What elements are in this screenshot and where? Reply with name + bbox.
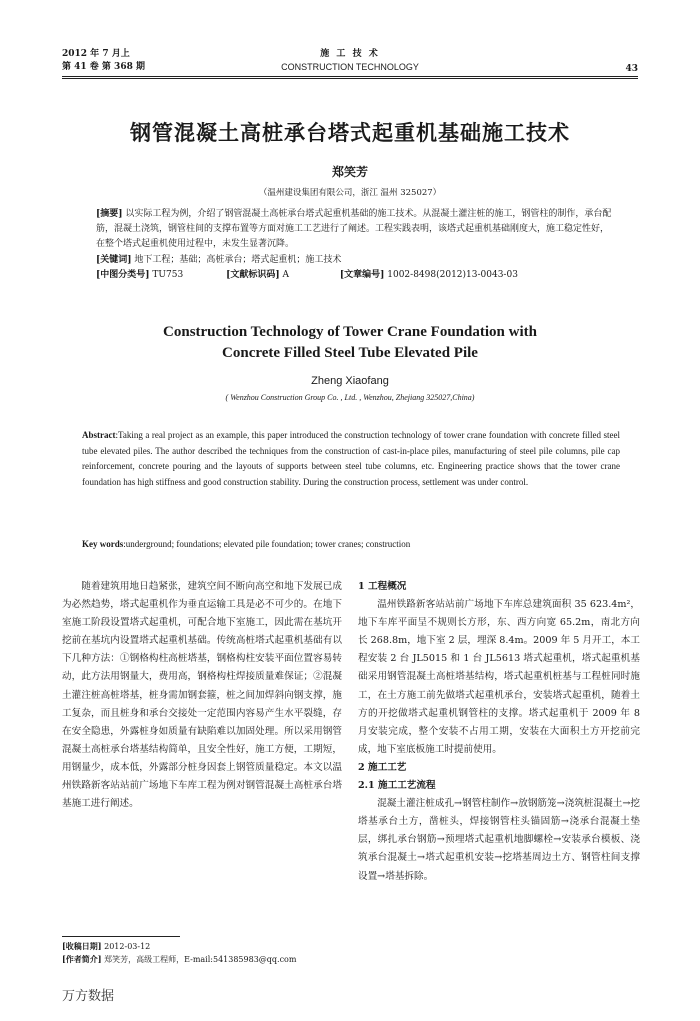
header-rule-2 bbox=[62, 78, 638, 79]
page-number: 43 bbox=[625, 64, 638, 74]
section-1-text: 温州铁路新客站站前广场地下车库总建筑面积 35 623.4m²，地下车库平面呈不规则长方形，东、西方向宽 65.2m，南北方向长 268.8m，地下室 2 层，埋深 8.4m。2009 年 5 月开工，本工程安装 2 台 JL5015 和 1 台 JL5613 塔式起重机，塔式起重机基础采用钢管混凝土高桩塔基结构，塔式起重机桩基与工程桩同时施工，在土方施工前先做塔式起重机承台，安装塔式起重机，随着土方的开挖做塔式起重机钢管柱的支撑。塔式起重机于 2009 年 8 月安装完成，整个安装不占用工期，安装在大面积土方开挖前完成，地下室底板施工时提前使用。 bbox=[358, 599, 640, 755]
header-date: 2012 年 7 月上 bbox=[62, 49, 130, 59]
article-number-label: [文章编号] bbox=[339, 270, 385, 280]
author-bio: 郑笑芳，高级工程师，E-mail:541385983@qq.com bbox=[104, 955, 297, 964]
abstract-en-label: Abstract bbox=[82, 430, 116, 440]
section-2-1-text: 混凝土灌注桩成孔→钢管柱制作→放钢筋笼→浇筑桩混凝土→挖塔基承台土方，凿桩头，焊接钢管柱头锚固筋→浇承台混凝土垫层，绑扎承台钢筋→预埋塔式起重机地脚螺栓→安装承台模板、浇筑承台混凝土→塔式起重机安装→挖塔基周边土方、钢管柱间支撑设置→塔基拆除。 bbox=[358, 798, 640, 882]
keywords-en bbox=[82, 537, 620, 553]
paper-title-cn: 钢管混凝土高桩承台塔式起重机基础施工技术 bbox=[130, 120, 570, 145]
footnote-rule bbox=[62, 936, 180, 937]
section-2-1-title: 2.1 施工工艺流程 bbox=[358, 780, 436, 792]
author-bio-label: [作者简介] bbox=[62, 954, 102, 964]
watermark-text: 万方数据 bbox=[62, 989, 115, 1004]
section-1-title: 1 工程概况 bbox=[358, 581, 407, 592]
author-en: Zheng Xiaofang bbox=[311, 375, 389, 387]
abstract-en bbox=[82, 428, 620, 490]
clc-label: [中图分类号] bbox=[96, 270, 150, 280]
abstract-cn-label: [摘要] bbox=[96, 209, 123, 219]
received-label: [收稿日期] bbox=[62, 941, 102, 951]
doc-code-value: A bbox=[282, 270, 289, 280]
keywords-cn bbox=[96, 253, 616, 268]
header-journal-cn: 施 工 技 术 bbox=[320, 49, 380, 59]
received-date: 2012-03-12 bbox=[104, 942, 151, 951]
doc-code-label: [文献标识码] bbox=[226, 270, 280, 280]
affiliation-cn: （温州建设集团有限公司，浙江 温州 325027） bbox=[258, 188, 442, 198]
abstract-cn bbox=[96, 207, 616, 252]
header-journal-en: CONSTRUCTION TECHNOLOGY bbox=[281, 62, 419, 72]
section-2-title: 2 施工工艺 bbox=[358, 761, 407, 773]
header-rule bbox=[62, 76, 638, 77]
footnote-received bbox=[62, 940, 352, 953]
paper-title-en-line2: Concrete Filled Steel Tube Elevated Pile bbox=[222, 345, 478, 361]
header-volume: 第 41 卷 第 368 期 bbox=[62, 62, 145, 72]
classification-line bbox=[96, 268, 616, 283]
right-column bbox=[358, 578, 640, 886]
article-number-value: 1002-8498(2012)13-0043-03 bbox=[387, 270, 518, 280]
author-cn: 郑笑芳 bbox=[331, 165, 368, 179]
intro-paragraph: 随着建筑用地日趋紧张，建筑空间不断向高空和地下发展已成为必然趋势，塔式起重机作为垂直运输工具是必不可少的。在地下室施工阶段设置塔式起重机，可配合地下室施工，因此需在基坑开挖前在基坑内设置塔式起重机基础。传统高桩塔式起重机基础有以下几种方法：①钢格构柱高桩塔基，钢格构柱安装平面位置容易转动，此方法用钢量大，费用高，钢格构柱焊接质量难保证；②混凝土灌注桩高桩塔基，桩身需加钢套箍，桩之间加焊斜向钢支撑，施工复杂，而且桩身和承台交接处一定范围内容易产生水平裂缝，存在安全隐患，外露桩身如质量有缺陷难以加固处理。所以采用钢管混凝土高桩承台塔基结构简单，且安全性好，施工方便，工期短，用钢量少，成本低，外露部分桩身因套上钢管质量稳定。本文以温州铁路新客站站前广场地下车库工程为例对钢管混凝土高桩承台塔基施工进行阐述。 bbox=[62, 581, 342, 810]
keywords-en-text: :underground; foundations; elevated pile foundation; tower cranes; construction bbox=[123, 539, 411, 549]
affiliation-en: ( Wenzhou Construction Group Co. , Ltd. , Wenzhou, Zhejiang 325027,China) bbox=[225, 393, 475, 402]
keywords-cn-label: [关键词] bbox=[96, 255, 132, 265]
abstract-cn-text: 以实际工程为例，介绍了钢管混凝土高桩承台塔式起重机基础的施工技术。从混凝土灌注桩的施工，钢管柱的制作，承台配筋，混凝土浇筑，钢管柱间的支撑布置等方面对施工工艺进行了阐述。工程实践表明，该塔式起重机基础刚度大，施工稳定性好，在整个塔式起重机使用过程中，未发生显著沉降。 bbox=[96, 209, 612, 249]
clc-value: TU753 bbox=[152, 270, 184, 280]
footnote-author bbox=[62, 953, 354, 966]
keywords-en-label: Key words bbox=[82, 539, 124, 549]
abstract-en-text: :Taking a real project as an example, this paper introduced the construction technology of tower crane foundation with concrete filled steel tube elevated piles. The author described the techniques from the construction of cast-in-place piles, manufacturing of steel pile columns, pile cap reinforcement, concrete pouring and the layouts of supports between steel tube columns, etc. Engineering practice shows that the tower crane foundation has high stiffness and good construction stability. During the construction process, settlement was under control. bbox=[82, 430, 620, 487]
keywords-cn-text: 地下工程；基础；高桩承台；塔式起重机；施工技术 bbox=[134, 255, 342, 265]
left-column bbox=[62, 578, 342, 813]
paper-title-en-line1: Construction Technology of Tower Crane Foundation with bbox=[163, 324, 537, 340]
